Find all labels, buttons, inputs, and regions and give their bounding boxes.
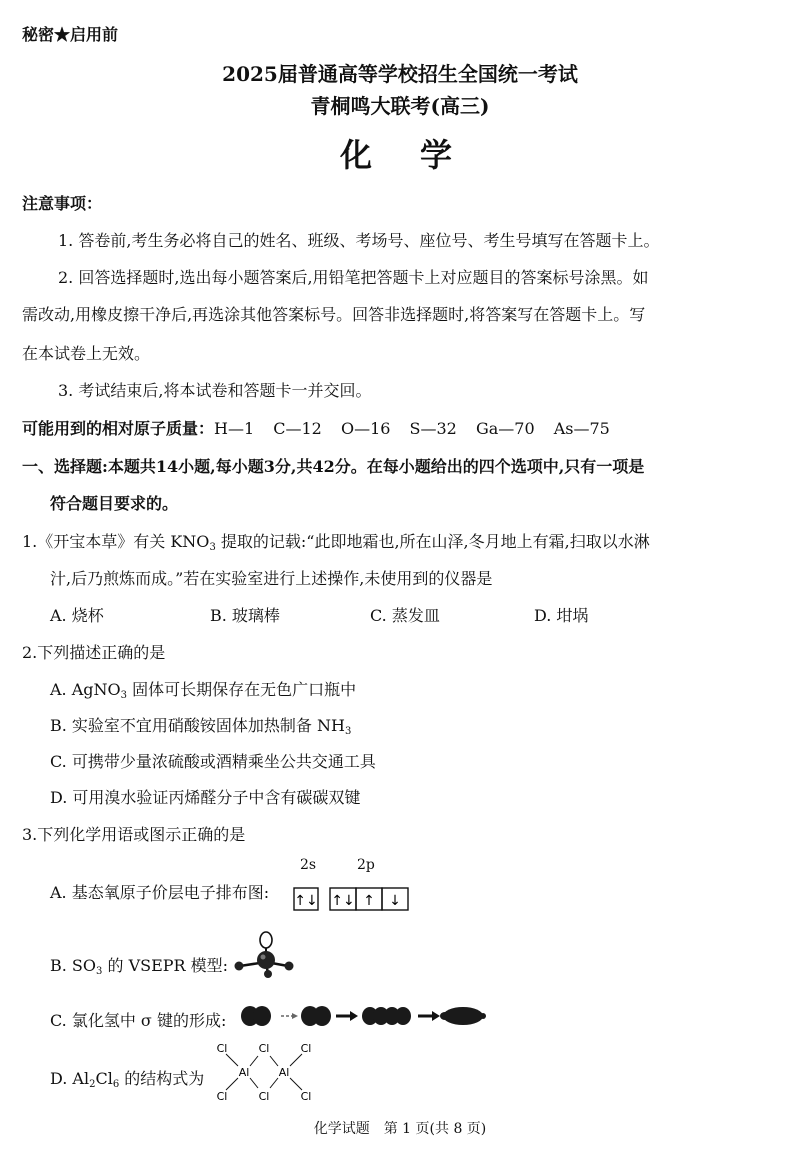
struct-cl-2: Cl xyxy=(258,1042,270,1055)
q3-option-b-pre: B. SO xyxy=(50,956,97,975)
atomic-mass-label: 可能用到的相对原子质量： xyxy=(22,419,215,438)
q2-option-a xyxy=(50,677,356,701)
q1-option-c: C. 蒸发皿 xyxy=(370,606,440,625)
notice-item-3: 3. 考试结束后,将本试卷和答题卡一并交回。 xyxy=(58,381,372,400)
sigma-bond-diagram xyxy=(238,1000,488,1032)
orbital-box-2p-2: ↑ xyxy=(363,893,375,909)
q3-option-b xyxy=(50,953,228,977)
struct-cl-4: Cl xyxy=(216,1090,228,1103)
q2-stem: 2.下列描述正确的是 xyxy=(22,643,166,662)
struct-cl-1: Cl xyxy=(216,1042,228,1055)
atomic-mass-ga: Ga—70 xyxy=(475,419,535,438)
q3-option-c: C. 氯化氢中 σ 键的形成: xyxy=(50,1011,227,1030)
q1-options xyxy=(50,603,750,625)
q2-option-b xyxy=(50,713,351,737)
struct-al-1: Al xyxy=(238,1066,250,1079)
q1-option-b: B. 玻璃棒 xyxy=(210,606,280,625)
al2cl6-structure xyxy=(208,1040,320,1104)
q2-option-a-pre: A. AgNO xyxy=(50,680,121,699)
q2-option-b-sub: 3 xyxy=(344,726,352,737)
section-header-cont: 符合题目要求的。 xyxy=(50,494,179,513)
q3-option-d-sub2: 6 xyxy=(112,1079,120,1090)
struct-cl-6: Cl xyxy=(300,1090,312,1103)
orbital-box-2p-3: ↓ xyxy=(389,893,401,909)
orbital-box-2p-1: ↑↓ xyxy=(331,893,355,909)
subject-title: 化 学 xyxy=(339,136,460,174)
q2-option-a-sub: 3 xyxy=(120,690,128,701)
q1-option-d: D. 坩埚 xyxy=(534,606,589,625)
q3-option-b-post: 的 VSEPR 模型: xyxy=(102,956,229,975)
q2-option-c: C. 可携带少量浓硫酸或酒精乘坐公共交通工具 xyxy=(50,752,376,771)
atomic-mass-c: C—12 xyxy=(273,419,322,438)
q3-option-a: A. 基态氧原子价层电子排布图: xyxy=(50,883,270,902)
so3-vsepr-model xyxy=(232,928,304,980)
orbital-label-2s: 2s xyxy=(300,857,317,873)
section-header: 一、选择题:本题共14小题,每小题3分,共42分。在每小题给出的四个选项中,只有一项是 xyxy=(22,457,645,476)
atomic-mass-h: H—1 xyxy=(214,419,255,438)
q2-option-d: D. 可用溴水验证丙烯醛分子中含有碳碳双键 xyxy=(50,788,361,807)
q1-stem-sub: 3 xyxy=(209,542,216,553)
notice-item-2-end: 在本试卷上无效。 xyxy=(22,344,151,363)
q3-option-d-post: 的结构式为 xyxy=(119,1069,205,1088)
notice-title: 注意事项： xyxy=(22,194,103,213)
q3-stem: 3.下列化学用语或图示正确的是 xyxy=(22,825,246,844)
page-footer: 化学试题 第 1 页(共 8 页) xyxy=(313,1121,487,1137)
q1-stem-cont: 汁,后乃煎炼而成。”若在实验室进行上述操作,未使用到的仪器是 xyxy=(50,569,493,588)
struct-al-2: Al xyxy=(278,1066,290,1079)
q1-stem-post: 提取的记载:“此即地霜也,所在山泽,冬月地上有霜,扫取以水淋 xyxy=(215,532,650,551)
q3-option-d xyxy=(50,1066,204,1090)
orbital-box-2s: ↑↓ xyxy=(294,893,318,909)
q3-option-d-mid: Cl xyxy=(95,1069,113,1088)
exam-title: 2025届普通高等学校招生全国统一考试 xyxy=(222,62,578,86)
atomic-mass-o: O—16 xyxy=(340,419,391,438)
q3-option-b-sub: 3 xyxy=(96,966,103,977)
orbital-label-2p: 2p xyxy=(357,857,375,873)
secret-label: 秘密★启用前 xyxy=(22,25,119,44)
q2-option-a-post: 固体可长期保存在无色广口瓶中 xyxy=(127,680,357,699)
q3-option-d-pre: D. Al xyxy=(50,1069,90,1088)
notice-item-1: 1. 答卷前,考生务必将自己的姓名、班级、考场号、座位号、考生号填写在答题卡上。 xyxy=(58,231,660,250)
q2-option-b-pre: B. 实验室不宜用硝酸铵固体加热制备 NH xyxy=(50,716,345,735)
atomic-mass-line xyxy=(22,416,610,439)
orbital-diagram xyxy=(292,884,416,914)
struct-cl-3: Cl xyxy=(300,1042,312,1055)
q3-option-d-sub1: 2 xyxy=(89,1079,96,1090)
notice-item-2: 2. 回答选择题时,选出每小题答案后,用铅笔把答题卡上对应题目的答案标号涂黑。如 xyxy=(58,268,649,287)
q1-stem xyxy=(22,529,650,553)
struct-cl-5: Cl xyxy=(258,1090,270,1103)
notice-item-2-cont: 需改动,用橡皮擦干净后,再选涂其他答案标号。回答非选择题时,将答案写在答题卡上。写 xyxy=(22,305,646,324)
exam-subtitle: 青桐鸣大联考(高三) xyxy=(310,94,490,118)
q1-stem-pre: 1.《开宝本草》有关 KNO xyxy=(22,532,210,551)
atomic-mass-as: As—75 xyxy=(553,419,610,438)
q1-option-a: A. 烧杯 xyxy=(50,606,104,625)
atomic-mass-s: S—32 xyxy=(409,419,457,438)
